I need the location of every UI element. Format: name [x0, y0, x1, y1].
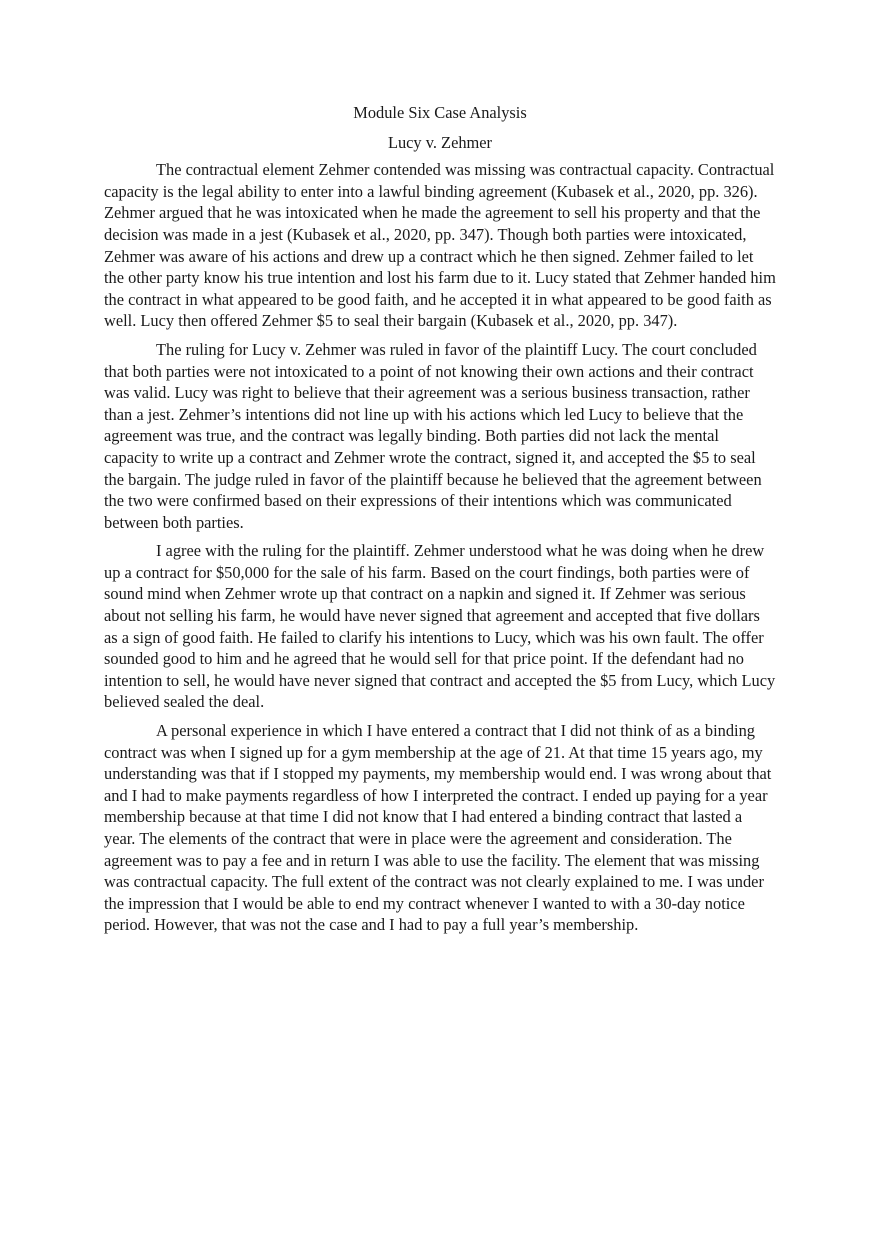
paragraph-personal-experience: A personal experience in which I have entered a contract that I did not think of as a binding contract was when I signed up for a gym membership at the age of 21. At that time 15 years ago, my understanding was that if I stopped my payments, my membership would end. I was wrong about that and I had to make payments regardless of how I interpreted the contract. I ended up paying for a year membership because at that time I did not know that I had entered a binding contract that lasted a year. The elements of the contract that were in place were the agreement and consideration. The agreement was to pay a fee and in return I was able to use the facility. The element that was missing was contractual capacity. The full extent of the contract was not clearly explained to me. I was under the impression that I would be able to end my contract whenever I wanted to with a 30-day notice period. However, that was not the case and I had to pay a full year’s membership. — [104, 721, 772, 935]
paragraph-agreement-with-ruling: I agree with the ruling for the plaintiff. Zehmer understood what he was doing when he drew up a contract for $50,000 for the sale of his farm. Based on the court findings, both parties were of sound mind when Zehmer wrote up that contract on a napkin and signed it. If Zehmer was serious about not selling his farm, he would have never signed that agreement and accepted that five dollars as a sign of good faith. He failed to clarify his intentions to Lucy, which was his own fault. The offer sounded good to him and he agreed that he would sell for that price point. If the defendant had no intention to sell, he would have never signed that contract and accepted the $5 from Lucy, which Lucy believed sealed the deal. — [104, 541, 776, 712]
paragraph-court-ruling: The ruling for Lucy v. Zehmer was ruled in favor of the plaintiff Lucy. The court concluded that both parties were not intoxicated to a point of not knowing their own actions and their contract was valid. Lucy was right to believe that their agreement was a serious business transaction, rather than a jest. Zehmer’s intentions did not line up with his actions which led Lucy to believe that the agreement was true, and the contract was legally binding. Both parties did not lack the mental capacity to write up a contract and Zehmer wrote the contract, signed it, and accepted the $5 to seal the bargain. The judge ruled in favor of the plaintiff because he believed that the agreement between the two were confirmed based on their expressions of their intentions which was communicated between both parties. — [104, 339, 762, 532]
document-body — [104, 102, 776, 943]
document-title: Module Six Case Analysis — [353, 103, 527, 122]
case-name-heading: Lucy v. Zehmer — [387, 132, 493, 152]
paragraph-contested-element: The contractual element Zehmer contended was missing was contractual capacity. Contractual capacity is the legal ability to enter into a lawful binding agreement (Kubasek et al., 2020, pp. 326). Zehmer argued that he was intoxicated when he made the agreement to sell his property and that the decision was made in a jest (Kubasek et al., 2020, pp. 347). Though both parties were intoxicated, Zehmer was aware of his actions and drew up a contract which he then signed. Zehmer failed to let the other party know his true intention and lost his farm due to it. Lucy stated that Zehmer handed him the contract in what appeared to be good faith, and he accepted it in what appeared to be good faith as well. Lucy then offered Zehmer $5 to seal their bargain (Kubasek et al., 2020, pp. 347). — [104, 160, 776, 331]
